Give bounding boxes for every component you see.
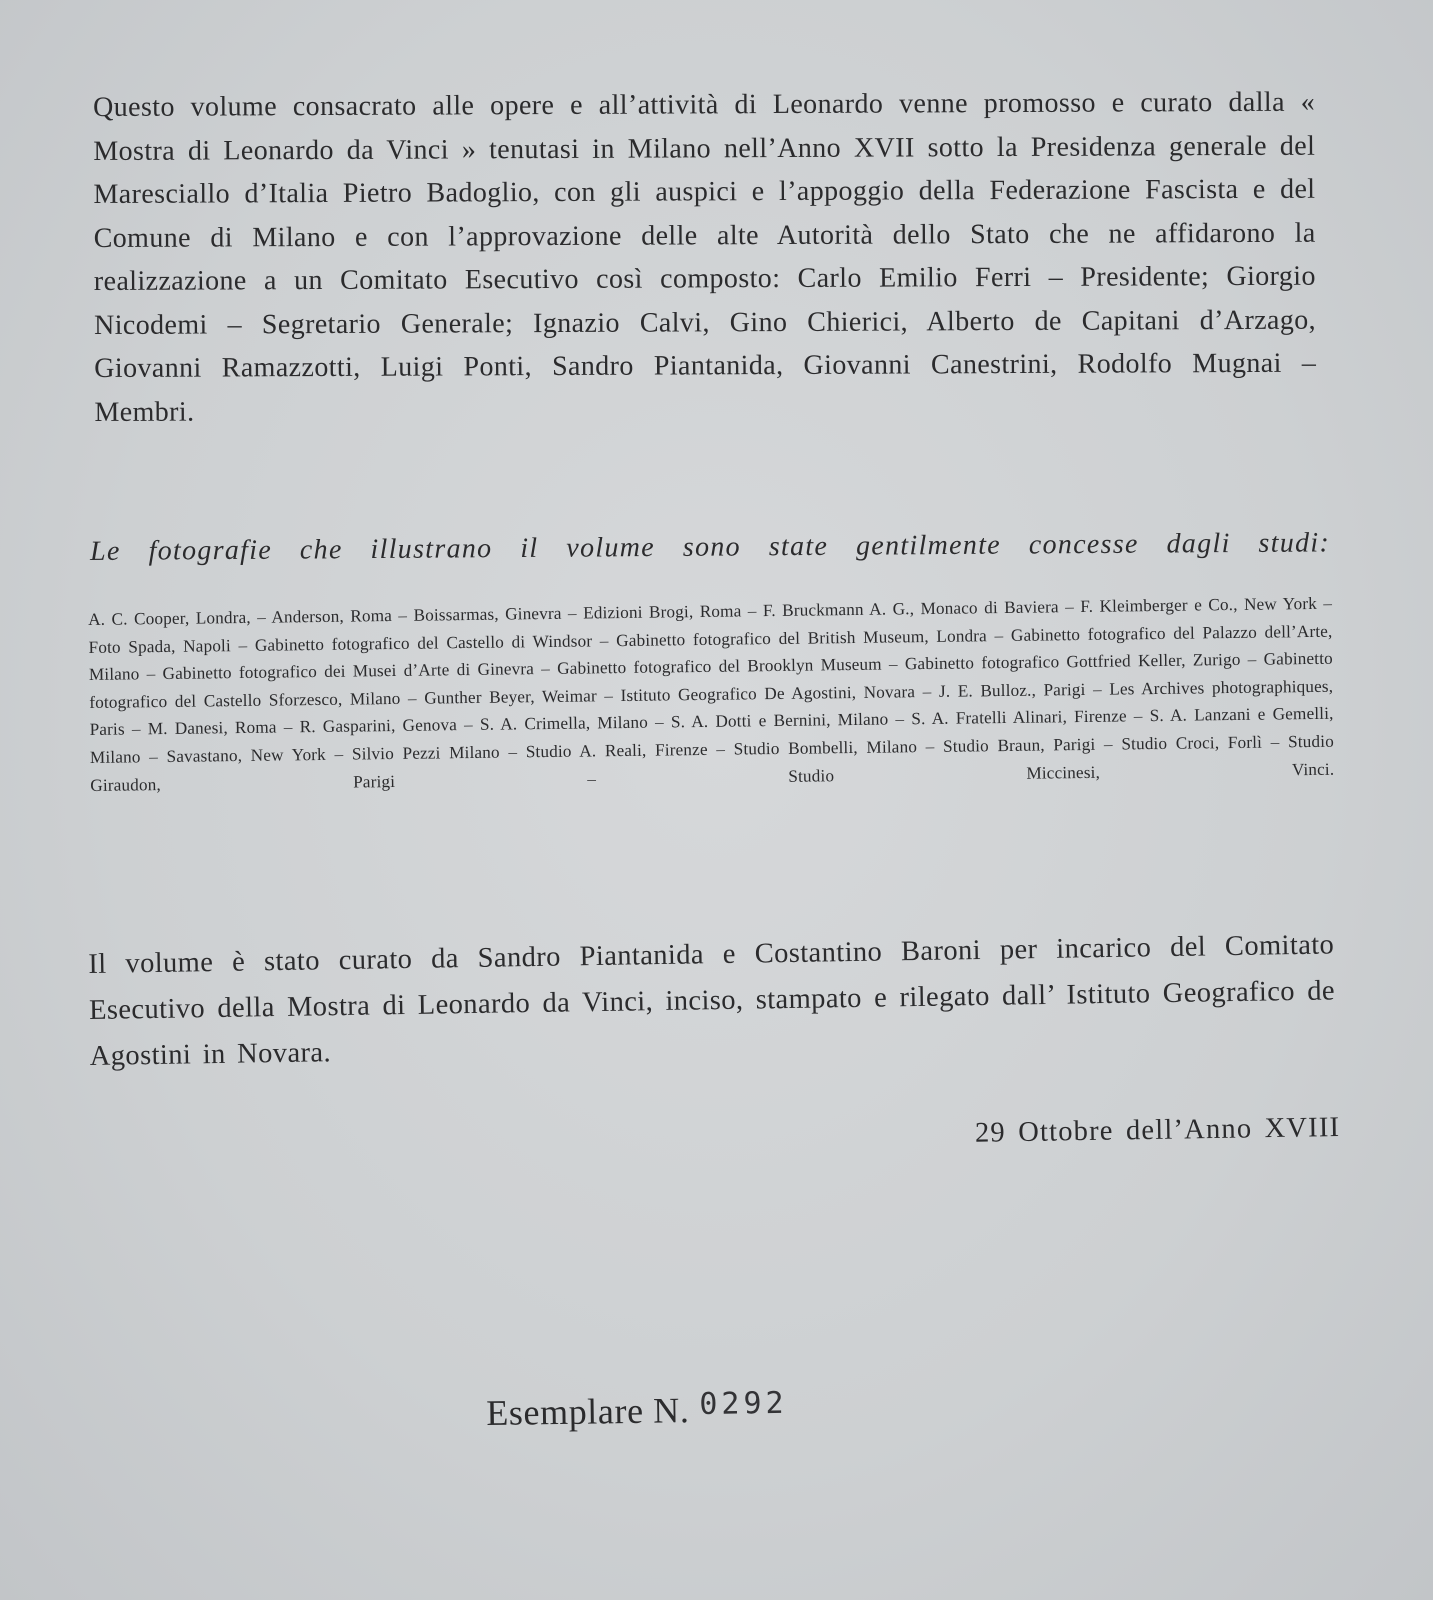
exemplar-line	[486, 1385, 987, 1434]
colophon-paragraph: Il volume è stato curato da Sandro Piantanida e Costantino Baroni per incarico del Comitato Esecutivo della Mostra di Leonardo da Vinci, inciso, stampato e rilegato dall’ Istituto Geografico de Agostini in Novara.	[88, 929, 1336, 1072]
photo-credits-heading: Le fotografie che illustrano il volume sono state gentilmente concesse dagli studi:	[90, 527, 1331, 567]
colophon-date: 29 Ottobre dell’Anno XVIII	[974, 1112, 1341, 1149]
exemplar-label: Esemplare N.	[486, 1390, 690, 1433]
photo-credits-list: A. C. Cooper, Londra, – Anderson, Roma – Boissarmas, Ginevra – Edizioni Brogi, Roma – F. Bruckmann A. G., Monaco di Baviera – F. Kleimberger e Co., New York – Foto Spada, Napoli – Gabinetto fotografico del Castello di Windsor – Gabinetto fotografico del British Museum, Londra – Gabinetto fotografico del Palazzo dell’Arte, Milano – Gabinetto fotografico dei Musei d’Arte di Ginevra – Gabinetto fotografico del Brooklyn Museum – Gabinetto fotografico Gottfried Keller, Zurigo – Gabinetto fotografico del Castello Sforzesco, Milano – Gunther Beyer, Weimar – Istituto Geografico De Agostini, Novara – J. E. Bulloz., Parigi – Les Archives photographiques, Paris – M. Danesi, Roma – R. Gasparini, Genova – S. A. Crimella, Milano – S. A. Dotti e Bernini, Milano – S. A. Fratelli Alinari, Firenze – S. A. Lanzani e Gemelli, Milano – Savastano, New York – Silvio Pezzi Milano – Studio A. Reali, Firenze – Studio Bombelli, Milano – Studio Braun, Parigi – Studio Croci, Forlì – Studio Giraudon, Parigi – Studio Miccinesi, Vinci.	[88, 593, 1335, 795]
exemplar-number: 0292	[699, 1385, 788, 1423]
intro-paragraph: Questo volume consacrato alle opere e all’attività di Leonardo venne promosso e curato dalla « Mostra di Leonardo da Vinci » tenutasi in Milano nell’Anno XVII sotto la Presidenza generale del Maresciallo d’Italia Pietro Badoglio, con gli auspici e l’appoggio della Federazione Fascista e del Comune di Milano e con l’approvazione delle alte Autorità dello Stato che ne affidarono la realizzazione a un Comitato Esecutivo così composto: Carlo Emilio Ferri – Presidente; Giorgio Nicodemi – Segretario Generale; Ignazio Calvi, Gino Chierici, Alberto de Capitani d’Arzago, Giovanni Ramazzotti, Luigi Ponti, Sandro Piantanida, Giovanni Canestrini, Rodolfo Mugnai – Membri.	[93, 86, 1317, 428]
